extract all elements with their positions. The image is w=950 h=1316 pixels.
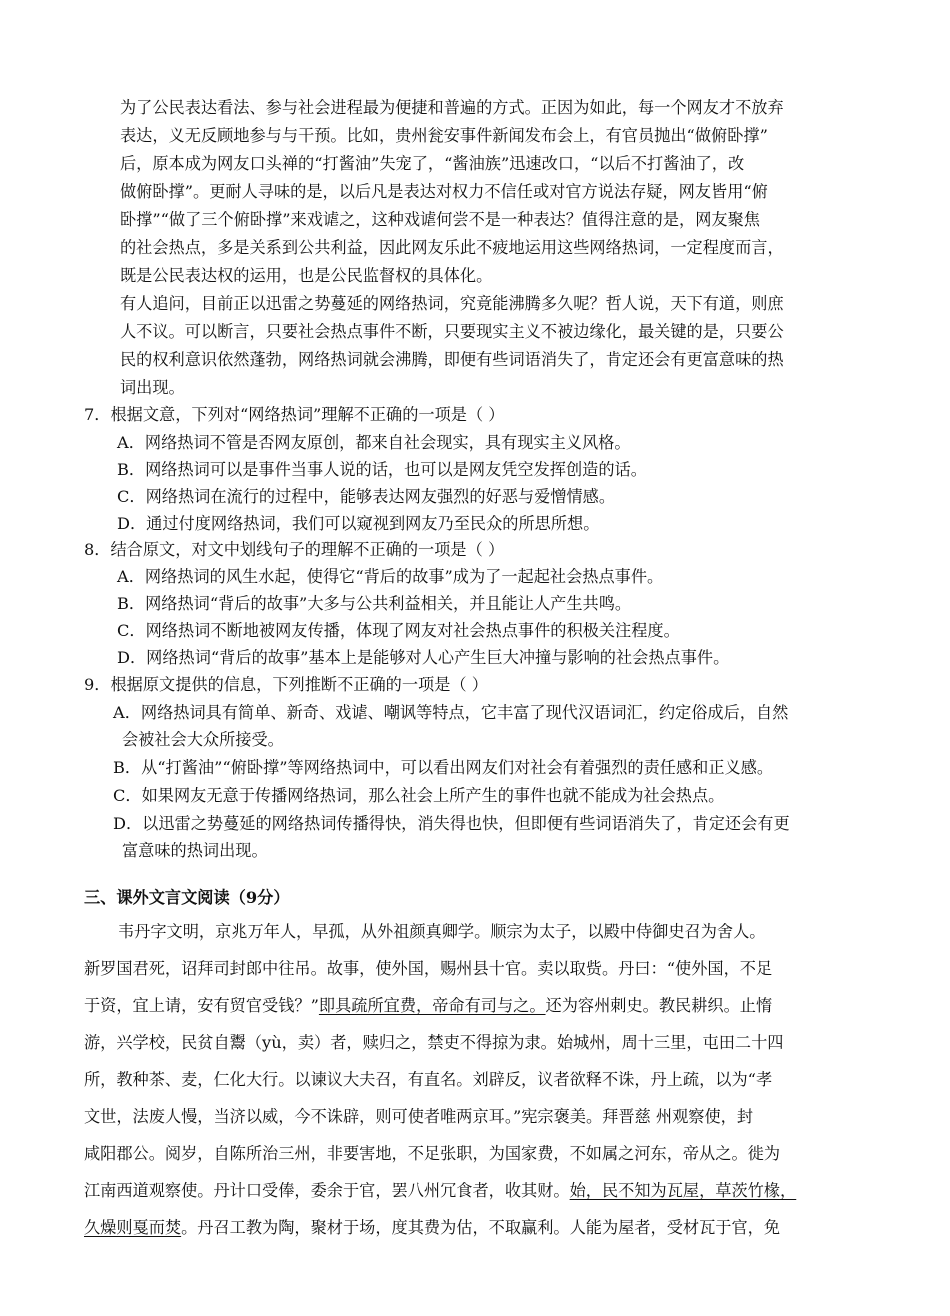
classical-text-line: 游，兴学校，民贫自鬻（yù，卖）者，赎归之，禁吏不得掠为隶。始城州，周十三里，屯田二十四 — [84, 1033, 784, 1052]
question-9-option-d-cont: 富意味的热词出现。 — [122, 841, 268, 860]
question-8-option-d: D．网络热词“背后的故事”基本上是能够对人心产生巨大冲撞与影响的社会热点事件。 — [117, 648, 730, 667]
passage-line: 既是公民表达权的运用，也是公民监督权的具体化。 — [120, 266, 493, 285]
section-3-heading: 三、课外文言文阅读（9分） — [84, 888, 290, 907]
text-segment: 江南西道观察使。丹计口受俸，委余于官，罢八州冗食者，收其财。 — [84, 1181, 570, 1200]
passage-line: 卧撑”“做了三个俯卧撑”来戏谑之，这种戏谑何尝不是一种表达？值得注意的是，网友聚焦 — [120, 210, 760, 229]
question-7-option-b: B．网络热词可以是事件当事人说的话，也可以是网友凭空发挥创造的话。 — [117, 460, 647, 479]
passage-line: 有人追问，目前正以迅雷之势蔓延的网络热词，究竟能沸腾多久呢？哲人说，天下有道，则庶 — [120, 294, 784, 313]
classical-text-line — [84, 996, 772, 1016]
question-8-option-c: C．网络热词不断地被网友传播，体现了网友对社会热点事件的积极关注程度。 — [117, 621, 680, 640]
question-8-option-a: A．网络热词的风生水起，使得它“背后的故事”成为了一起起社会热点事件。 — [117, 567, 664, 586]
question-7-option-a: A．网络热词不管是否网友原创，都来自社会现实，具有现实主义风格。 — [117, 433, 631, 452]
question-9-option-a: A．网络热词具有简单、新奇、戏谑、嘲讽等特点，它丰富了现代汉语词汇，约定俗成后，自然 — [113, 703, 789, 722]
classical-text-line: 文世，法废人慢，当济以威，今不诛辟，则可使者唯两京耳。”宪宗褒美。拜晋慈 州观察使，封 — [84, 1107, 754, 1126]
classical-text-line — [84, 1181, 796, 1201]
underlined-sentence: 久燥则戛而焚 — [84, 1218, 182, 1237]
classical-text-line: 咸阳郡公。阅岁，自陈所治三州，非要害地，不足张职，为国家费，不如属之河东，帝从之。徙为 — [84, 1144, 781, 1163]
passage-line: 词出现。 — [120, 378, 185, 397]
passage-line: 表达，义无反顾地参与与干预。比如，贵州瓮安事件新闻发布会上，有官员抛出“做俯卧撑” — [120, 126, 768, 145]
passage-line: 人不议。可以断言，只要社会热点事件不断，只要现实主义不被边缘化，最关键的是，只要公 — [120, 322, 784, 341]
question-9-option-c: C．如果网友无意于传播网络热词，那么社会上所产生的事件也就不能成为社会热点。 — [113, 786, 725, 805]
passage-line: 为了公民表达看法、参与社会进程最为便捷和普遍的方式。正因为如此，每一个网友才不放弃 — [120, 98, 784, 117]
text-segment: 。丹召工教为陶，聚材于场，度其费为估，不取赢利。人能为屋者，受材瓦于官，免 — [181, 1218, 781, 1237]
classical-text-line: 新罗国君死，诏拜司封郎中往吊。故事，使外国，赐州县十官。卖以取赀。丹曰：“使外国，不足 — [84, 959, 773, 978]
question-7-option-c: C．网络热词在流行的过程中，能够表达网友强烈的好恶与爱憎情感。 — [117, 487, 616, 506]
passage-line: 做俯卧撑”。更耐人寻味的是，以后凡是表达对权力不信任或对官方说法存疑，网友皆用“俯 — [120, 182, 768, 201]
text-segment: 于资，宜上请，安有贸官受钱？” — [84, 996, 319, 1015]
classical-text-line: 韦丹字文明，京兆万年人，早孤，从外祖颜真卿学。顺宗为太子，以殿中侍御史召为舍人。 — [118, 922, 766, 941]
passage-line: 的社会热点，多是关系到公共利益，因此网友乐此不疲地运用这些网络热词，一定程度而言， — [120, 238, 784, 257]
question-9-stem: 9．根据原文提供的信息，下列推断不正确的一项是（ ） — [84, 675, 488, 694]
underlined-sentence: 即具疏所宜费，帝命有司与之。 — [318, 996, 546, 1015]
question-7-option-d: D．通过付度网络热词，我们可以窥视到网友乃至民众的所思所想。 — [117, 514, 600, 533]
question-9-option-d: D．以迅雷之势蔓延的网络热词传播得快，消失得也快，但即便有些词语消失了，肯定还会有更 — [113, 814, 790, 833]
classical-text-line — [84, 1218, 780, 1238]
underlined-sentence: 始，民不知为瓦屋，草茨竹椽， — [569, 1181, 797, 1200]
question-7-stem: 7．根据文意，下列对“网络热词”理解不正确的一项是（ ） — [84, 405, 505, 424]
passage-line: 民的权利意识依然蓬勃，网络热词就会沸腾，即便有些词语消失了，肯定还会有更富意味的热 — [120, 350, 784, 369]
question-8-option-b: B．网络热词“背后的故事”大多与公共利益相关，并且能让人产生共鸣。 — [117, 594, 632, 613]
question-9-option-a-cont: 会被社会大众所接受。 — [122, 730, 284, 749]
classical-text-line: 所，教种茶、麦，仁化大行。以谏议大夫召，有直名。刘辟反，议者欲释不诛，丹上疏，以为“孝 — [84, 1070, 773, 1089]
question-8-stem: 8．结合原文，对文中划线句子的理解不正确的一项是（ ） — [84, 540, 505, 559]
text-segment: 还为容州刺史。教民耕织。止惰 — [545, 996, 773, 1015]
question-9-option-b: B．从“打酱油”“俯卧撑”等网络热词中，可以看出网友们对社会有着强烈的责任感和正义感。 — [113, 758, 774, 777]
passage-line: 后，原本成为网友口头禅的“打酱油”失宠了，“酱油族”迅速改口，“以后不打酱油了，改 — [120, 154, 745, 173]
